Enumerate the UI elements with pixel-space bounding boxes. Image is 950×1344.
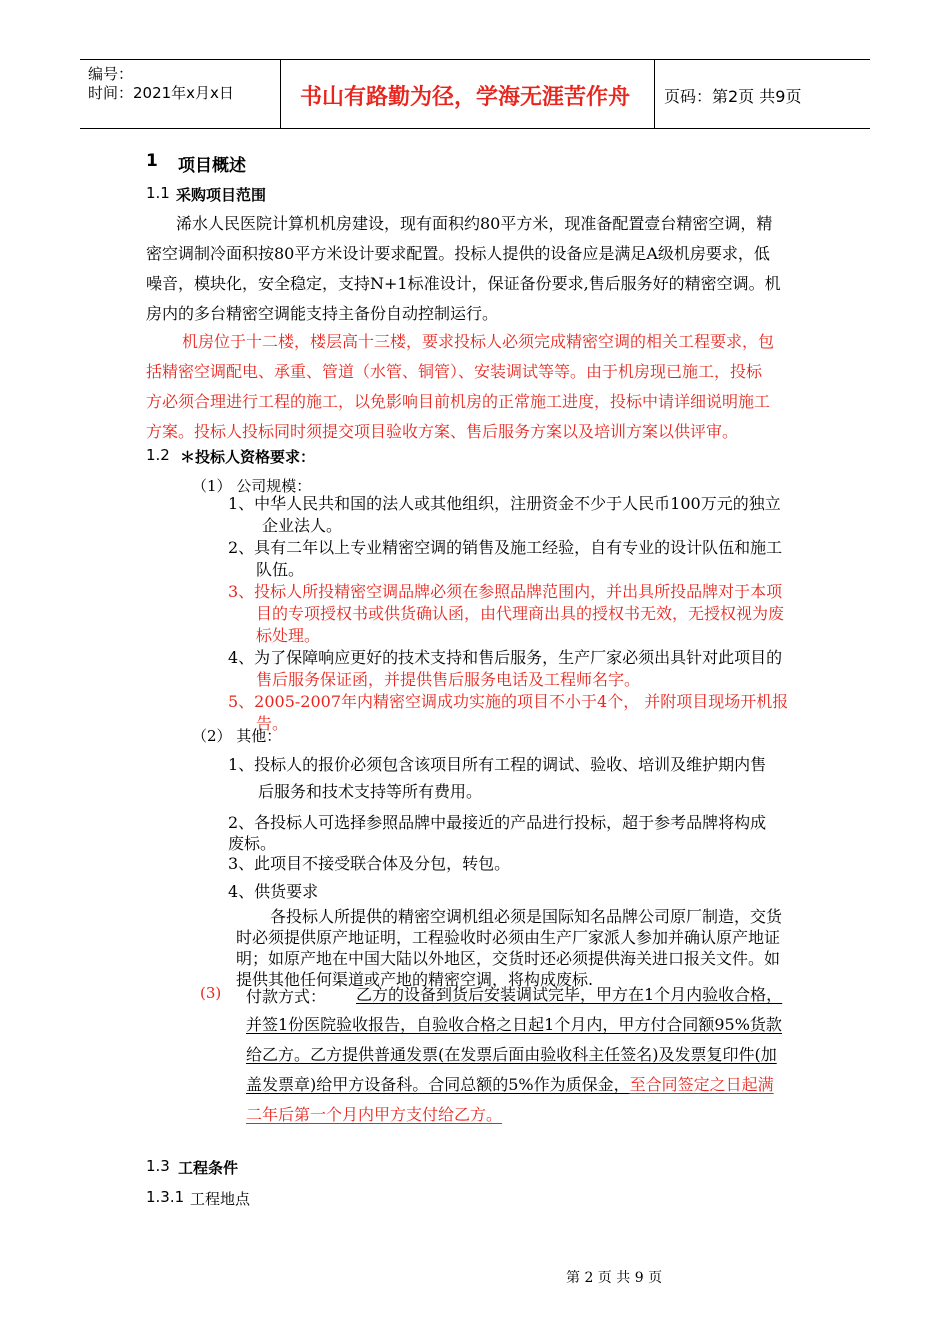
paragraph-line: 噪音，模块化，安全稳定，支持N+1标准设计，保证备份要求,售后服务好的精密空调。机 xyxy=(146,274,781,293)
section-1-1-title: 采购项目范围 xyxy=(176,186,267,204)
section-1-3-1-title: 工程地点 xyxy=(190,1190,251,1208)
section-1-1-number: 1.1 xyxy=(146,184,170,202)
paragraph-text: 盖发票章)给甲方设备科。合同总额的5%作为质保金， xyxy=(246,1075,630,1094)
section-1-2-title: ＊投标人资格要求： xyxy=(180,448,316,466)
paragraph-line: 密空调制冷面积按80平方米设计要求配置。投标人提供的设备应是满足A级机房要求，低 xyxy=(146,244,770,263)
header-motto: 书山有路勤为径，学海无涯苦作舟 xyxy=(300,84,631,110)
list-item: 5、2005-2007年内精密空调成功实施的项目不小于4个， 并附项目现场开机报 xyxy=(228,692,789,711)
list-item: 3、投标人所投精密空调品牌必须在参照品牌范围内，并出具所投品牌对于本项 xyxy=(228,582,783,601)
section-1-number: 1 xyxy=(146,151,158,171)
list-item: 3、此项目不接受联合体及分包，转包。 xyxy=(228,854,511,873)
section-1-3-number: 1.3 xyxy=(146,1157,170,1175)
qualification-list xyxy=(228,493,788,735)
paragraph-line: 给乙方。乙方提供普通发票(在发票后面由验收科主任签名)及发票复印件(加 xyxy=(246,1045,777,1064)
scope-paragraph xyxy=(146,209,781,329)
site-requirements-paragraph xyxy=(146,327,774,447)
paragraph-line: 方案。投标人投标同时须提交项目验收方案、售后服务方案以及培训方案以供评审。 xyxy=(146,422,739,441)
paragraph-line: 时必须提供原产地证明，工程验收时必须由生产厂家派人参加并确认原产地证 xyxy=(236,928,781,947)
header-divider xyxy=(654,60,655,128)
payment-terms-paragraph xyxy=(246,980,782,1130)
paragraph-line: 乙方的设备到货后安装调试完毕，甲方在1个月内验收合格， xyxy=(356,985,783,1004)
list-item: 2、具有二年以上专业精密空调的销售及施工经验，自有专业的设计队伍和施工 xyxy=(228,538,783,557)
list-item-continuation: 告。 xyxy=(256,714,289,733)
doc-number-label: 编号： xyxy=(88,65,134,83)
list-item: 2、各投标人可选择参照品牌中最接近的产品进行投标，超于参考品牌将构成 xyxy=(228,813,767,832)
paragraph-line: 方必须合理进行工程的施工，以免影响目前机房的正常施工进度，投标中请详细说明施工 xyxy=(146,392,771,411)
payment-item-number: (3) xyxy=(200,984,222,1002)
list-item-continuation: 废标。 xyxy=(228,834,277,853)
section-1-3-title: 工程条件 xyxy=(178,1159,239,1177)
list-item-continuation: 队伍。 xyxy=(256,560,305,579)
paragraph-line: 提供其他任何渠道或产地的精密空调，将构成废标. xyxy=(236,970,594,989)
paragraph-line: 括精密空调配电、承重、管道（水管、铜管）、安装调试等等。由于机房现已施工，投标 xyxy=(146,362,763,381)
page-header xyxy=(80,59,870,129)
header-divider xyxy=(280,60,281,128)
paragraph-line: 机房位于十二楼，楼层高十三楼，要求投标人必须完成精密空调的相关工程要求，包 xyxy=(182,332,775,351)
doc-date: 时间：2021年x月x日 xyxy=(88,84,234,102)
list-item: 1、投标人的报价必须包含该项目所有工程的调试、验收、培训及维护期内售 xyxy=(228,755,767,774)
section-1-title: 项目概述 xyxy=(178,156,246,176)
paragraph-line xyxy=(246,1070,782,1100)
list-item: 1、中华人民共和国的法人或其他组织，注册资金不少于人民币100万元的独立 xyxy=(228,494,781,513)
list-item-continuation: 企业法人。 xyxy=(262,516,343,535)
list-item: 4、供货要求 xyxy=(228,882,319,901)
list-item: 4、为了保障响应更好的技术支持和售后服务，生产厂家必须出具针对此项目的 xyxy=(228,648,783,667)
list-item-continuation: 售后服务保证函，并提供售后服务电话及工程师名字。 xyxy=(256,670,641,689)
paragraph-line: 浠水人民医院计算机机房建设，现有面积约80平方米，现准备配置壹台精密空调，精 xyxy=(176,214,773,233)
section-1-3-1-number: 1.3.1 xyxy=(146,1188,185,1206)
list-item-continuation: 后服务和技术支持等所有费用。 xyxy=(258,782,483,801)
paragraph-line: 各投标人所提供的精密空调机组必须是国际知名品牌公司原厂制造，交货 xyxy=(270,907,783,926)
company-scale-heading: （1） 公司规模： xyxy=(192,477,312,495)
header-page-info: 页码：第2页 共9页 xyxy=(664,87,802,106)
paragraph-line: 并签1份医院验收报告，自验收合格之日起1个月内，甲方付合同额95%货款 xyxy=(246,1015,782,1034)
paragraph-line: 房内的多台精密空调能支持主备份自动控制运行。 xyxy=(146,304,499,323)
paragraph-line: 二年后第一个月内甲方支付给乙方。 xyxy=(246,1105,503,1124)
paragraph-line: 明；如原产地在中国大陆以外地区，交货时还必须提供海关进口报关文件。如 xyxy=(236,949,781,968)
list-item-continuation: 标处理。 xyxy=(256,626,321,645)
section-1-2-number: 1.2 xyxy=(146,446,170,464)
page-footer: 第 2 页 共 9 页 xyxy=(566,1270,663,1286)
supply-requirements-paragraph xyxy=(236,906,782,990)
other-requirements-heading: （2） 其他： xyxy=(192,727,282,745)
list-item-continuation: 目的专项授权书或供货确认函，由代理商出具的授权书无效，无授权视为废 xyxy=(256,604,785,623)
payment-label: 付款方式： xyxy=(246,987,327,1006)
paragraph-text-red: 至合同签定之日起满 xyxy=(629,1075,774,1094)
